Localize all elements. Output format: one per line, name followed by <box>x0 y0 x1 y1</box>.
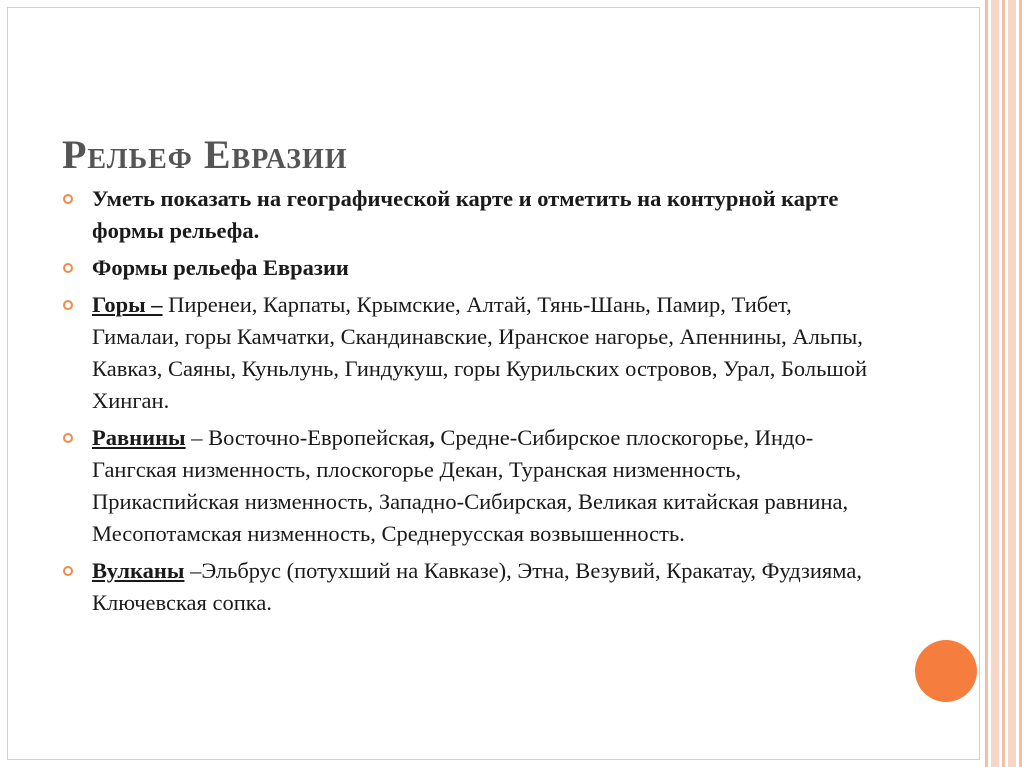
bullet-item <box>62 183 882 247</box>
slide-title: Рельеф Евразии <box>62 131 348 177</box>
decor-circle <box>915 640 977 702</box>
decor-stripe <box>985 0 988 767</box>
decor-stripe <box>1002 0 1005 767</box>
bullet-item <box>62 252 882 284</box>
ring-bullet-icon <box>63 566 73 576</box>
bullet-comma: , <box>429 425 435 450</box>
bullet-heading: Горы – <box>92 292 163 317</box>
bullet-item <box>62 555 882 619</box>
decor-stripe <box>1008 0 1016 767</box>
bullet-text: –Эльбрус (потухший на Кавказе), Этна, Везувий, Кракатау, Фудзияма, Ключевская сопка. <box>92 558 862 615</box>
bullet-text: Средне-Сибирское плоскогорье, Индо-Гангская низменность, плоскогорье Декан, Туранская низменность, Прикаспийская низменность, Западно-Сибирская, Великая китайская равнина, Месопотамская низменность, Среднерусская возвышенность. <box>92 425 849 546</box>
bullet-heading: Равнины <box>92 425 186 450</box>
decor-stripe <box>1019 0 1022 767</box>
ring-bullet-icon <box>63 263 73 273</box>
ring-bullet-icon <box>63 433 73 443</box>
bullet-heading: Вулканы <box>92 558 185 583</box>
ring-bullet-icon <box>63 194 73 204</box>
bullet-text: Формы рельефа Евразии <box>92 255 349 280</box>
bullet-text: Уметь показать на географической карте и отметить на контурной карте формы рельефа. <box>92 186 839 243</box>
bullet-text: – Восточно-Европейская <box>185 425 430 450</box>
ring-bullet-icon <box>63 300 73 310</box>
bullet-text: Пиренеи, Карпаты, Крымские, Алтай, Тянь-Шань, Памир, Тибет, Гималаи, горы Камчатки, Скандинавские, Иранское нагорье, Апеннины, Альпы, Кавказ, Саяны, Куньлунь, Гиндукуш, горы Курильских островов, Урал, Большой Хинган. <box>92 292 867 413</box>
bullet-list <box>62 183 882 624</box>
decor-stripe <box>991 0 999 767</box>
bullet-item <box>62 289 882 417</box>
bullet-item <box>62 422 882 550</box>
